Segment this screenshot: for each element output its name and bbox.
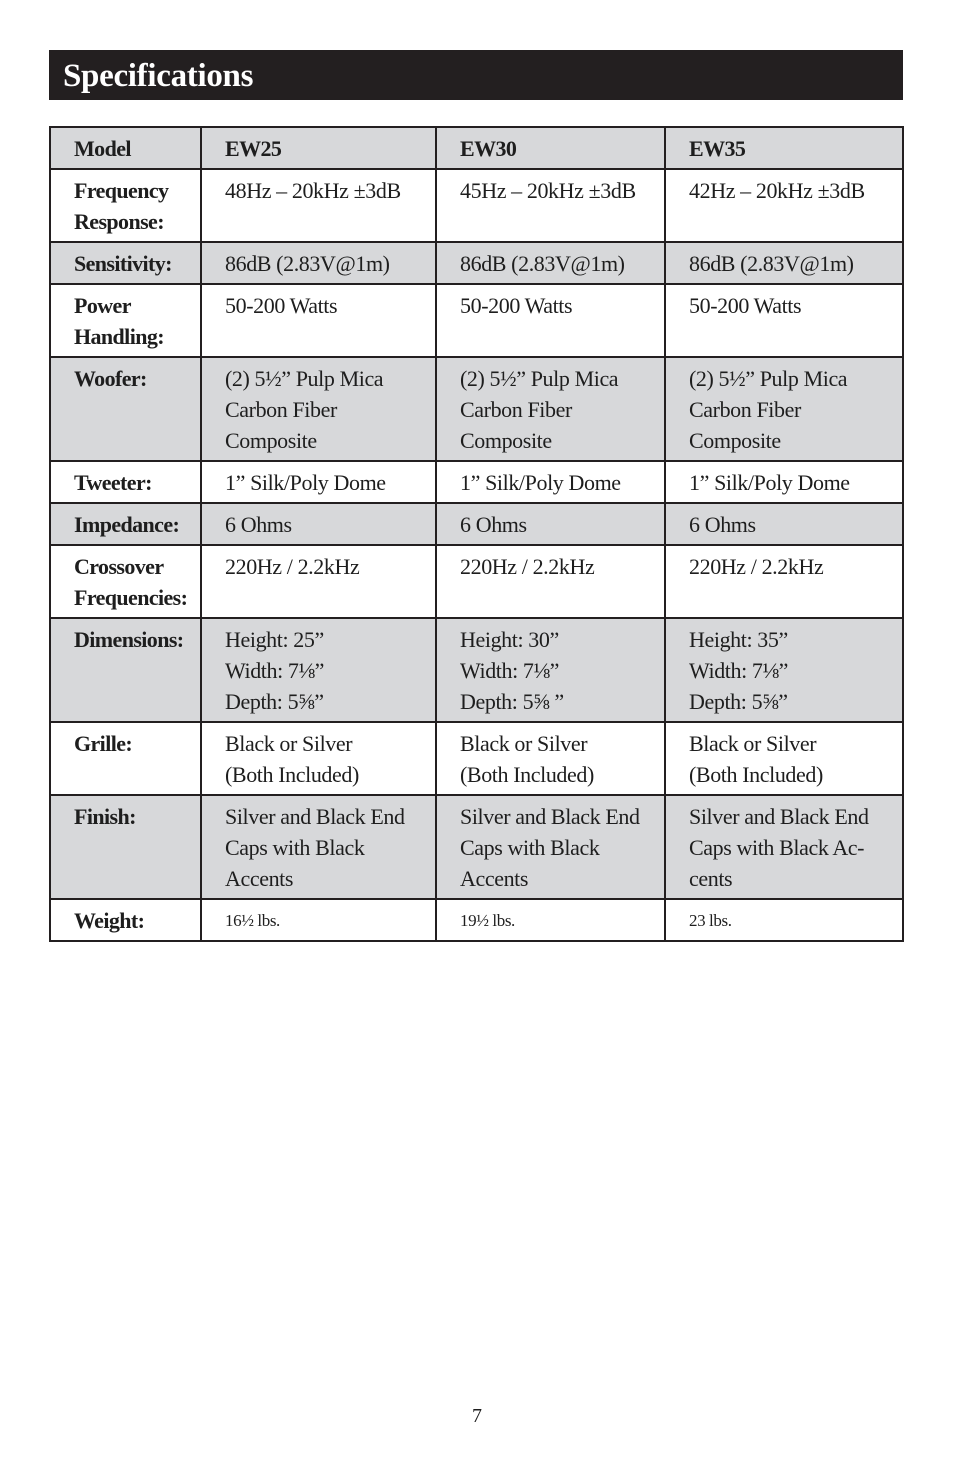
row-label [50, 357, 201, 461]
table-row [50, 899, 903, 941]
cell-line: 1” Silk/Poly Dome [689, 470, 850, 495]
cell-line: Silver and Black End [225, 804, 405, 829]
table-cell [436, 127, 665, 169]
cell-line: (Both Included) [225, 762, 359, 787]
table-row [50, 545, 903, 618]
table-cell [201, 127, 436, 169]
cell-line: Silver and Black End [689, 804, 869, 829]
page-title: Specifications [63, 58, 254, 94]
table-cell [201, 461, 436, 503]
table-cell [201, 284, 436, 357]
table-row [50, 503, 903, 545]
table-cell [665, 461, 903, 503]
table-row [50, 722, 903, 795]
cell-line: Height: 30” [460, 627, 559, 652]
specifications-table [49, 126, 904, 942]
table-row [50, 618, 903, 722]
table-cell [436, 545, 665, 618]
table-cell [201, 618, 436, 722]
table-cell [201, 503, 436, 545]
cell-line: 6 Ohms [460, 512, 527, 537]
table-row [50, 357, 903, 461]
cell-line: Caps with Black [460, 835, 600, 860]
table-cell [201, 795, 436, 899]
row-label [50, 169, 201, 242]
cell-line: Width: 7⅛” [225, 658, 324, 683]
cell-line: Black or Silver [225, 731, 353, 756]
cell-line: Silver and Black End [460, 804, 640, 829]
table-cell [201, 545, 436, 618]
row-label-line: Weight: [74, 908, 145, 933]
table-cell [201, 722, 436, 795]
row-label [50, 461, 201, 503]
table-cell [201, 242, 436, 284]
row-label-line: Dimensions: [74, 627, 184, 652]
row-label [50, 127, 201, 169]
cell-line: Carbon Fiber [225, 397, 337, 422]
cell-line: 50-200 Watts [460, 293, 573, 318]
specifications-table-body [50, 127, 903, 941]
cell-line: Caps with Black [225, 835, 365, 860]
cell-line: 42Hz – 20kHz ±3dB [689, 178, 865, 203]
table-cell [201, 899, 436, 941]
table-cell [665, 899, 903, 941]
cell-line: Height: 35” [689, 627, 788, 652]
cell-line: Width: 7⅛” [460, 658, 559, 683]
table-cell [665, 127, 903, 169]
row-label [50, 242, 201, 284]
row-label [50, 899, 201, 941]
table-cell [436, 503, 665, 545]
row-label-line: Crossover [74, 554, 164, 579]
table-cell [436, 169, 665, 242]
row-label [50, 545, 201, 618]
cell-line: 1” Silk/Poly Dome [225, 470, 386, 495]
cell-line: Depth: 5⅝ ” [460, 689, 564, 714]
row-label [50, 795, 201, 899]
table-cell [665, 357, 903, 461]
row-label-line: Woofer: [74, 366, 147, 391]
cell-line: EW25 [225, 136, 282, 161]
table-row [50, 127, 903, 169]
table-cell [665, 169, 903, 242]
row-label-line: Handling: [74, 324, 164, 349]
table-cell [665, 242, 903, 284]
cell-line: Height: 25” [225, 627, 324, 652]
row-label-line: Frequencies: [74, 585, 188, 610]
table-cell [665, 722, 903, 795]
row-label-line: Model [74, 136, 131, 161]
cell-line: 50-200 Watts [689, 293, 802, 318]
cell-line: Carbon Fiber [689, 397, 801, 422]
cell-line: 86dB (2.83V@1m) [225, 251, 390, 276]
cell-line: 45Hz – 20kHz ±3dB [460, 178, 636, 203]
cell-line: (Both Included) [460, 762, 594, 787]
cell-line: 220Hz / 2.2kHz [460, 554, 595, 579]
cell-line: Caps with Black Ac- [689, 835, 865, 860]
row-label-line: Power [74, 293, 131, 318]
cell-line: 23 lbs. [689, 911, 732, 930]
row-label-line: Frequency [74, 178, 169, 203]
table-row [50, 242, 903, 284]
row-label [50, 722, 201, 795]
row-label-line: Tweeter: [74, 470, 152, 495]
table-cell [665, 284, 903, 357]
table-cell [436, 899, 665, 941]
row-label [50, 503, 201, 545]
table-cell [665, 545, 903, 618]
cell-line: 6 Ohms [225, 512, 292, 537]
row-label-line: Response: [74, 209, 164, 234]
cell-line: 220Hz / 2.2kHz [225, 554, 360, 579]
row-label-line: Impedance: [74, 512, 180, 537]
cell-line: Black or Silver [460, 731, 588, 756]
cell-line: (2) 5½” Pulp Mica [689, 366, 848, 391]
section-title-bar [49, 50, 903, 100]
cell-line: Black or Silver [689, 731, 817, 756]
table-row [50, 795, 903, 899]
table-cell [436, 795, 665, 899]
cell-line: (2) 5½” Pulp Mica [460, 366, 619, 391]
row-label-line: Grille: [74, 731, 133, 756]
table-cell [436, 284, 665, 357]
row-label-line: Finish: [74, 804, 136, 829]
table-row [50, 461, 903, 503]
table-cell [665, 618, 903, 722]
cell-line: 86dB (2.83V@1m) [460, 251, 625, 276]
table-cell [665, 795, 903, 899]
table-cell [201, 169, 436, 242]
row-label [50, 284, 201, 357]
cell-line: Composite [460, 428, 552, 453]
table-cell [665, 503, 903, 545]
cell-line: 16½ lbs. [225, 911, 280, 930]
table-cell [201, 357, 436, 461]
table-cell [436, 357, 665, 461]
cell-line: 19½ lbs. [460, 911, 515, 930]
table-row [50, 284, 903, 357]
cell-line: EW30 [460, 136, 517, 161]
cell-line: EW35 [689, 136, 746, 161]
table-cell [436, 461, 665, 503]
cell-line: Accents [225, 866, 294, 891]
cell-line: Composite [689, 428, 781, 453]
cell-line: cents [689, 866, 733, 891]
cell-line: Carbon Fiber [460, 397, 572, 422]
row-label [50, 618, 201, 722]
row-label-line: Sensitivity: [74, 251, 172, 276]
cell-line: 1” Silk/Poly Dome [460, 470, 621, 495]
table-cell [436, 722, 665, 795]
cell-line: Accents [460, 866, 529, 891]
cell-line: Depth: 5⅝” [225, 689, 324, 714]
table-row [50, 169, 903, 242]
cell-line: 86dB (2.83V@1m) [689, 251, 854, 276]
cell-line: Composite [225, 428, 317, 453]
table-cell [436, 242, 665, 284]
page-number: 7 [472, 1405, 482, 1427]
cell-line: 48Hz – 20kHz ±3dB [225, 178, 401, 203]
cell-line: 6 Ohms [689, 512, 756, 537]
cell-line: Depth: 5⅝” [689, 689, 788, 714]
table-cell [436, 618, 665, 722]
cell-line: (2) 5½” Pulp Mica [225, 366, 384, 391]
cell-line: 220Hz / 2.2kHz [689, 554, 824, 579]
cell-line: 50-200 Watts [225, 293, 338, 318]
cell-line: Width: 7⅛” [689, 658, 788, 683]
cell-line: (Both Included) [689, 762, 823, 787]
